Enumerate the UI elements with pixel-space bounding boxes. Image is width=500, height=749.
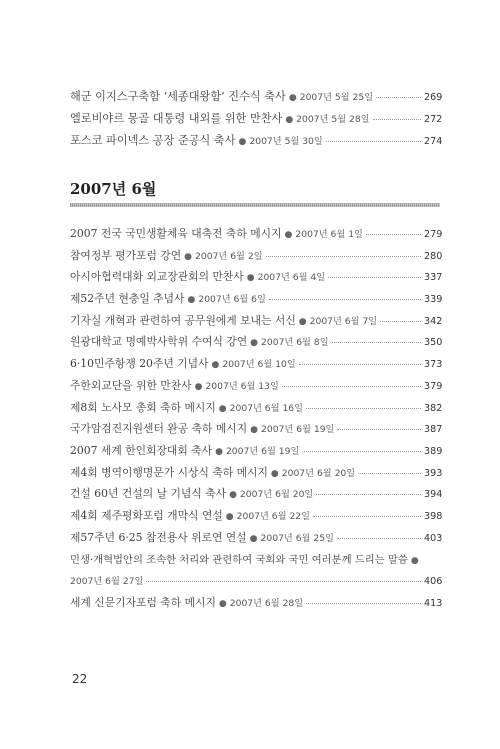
toc-entry[interactable] xyxy=(70,88,443,110)
toc-entry[interactable] xyxy=(70,595,443,617)
dot-leader xyxy=(366,234,421,235)
bullet-icon: ● xyxy=(250,425,259,436)
toc-entry-date: 2007년 6월 4일 xyxy=(257,272,326,284)
toc-entry-date: 2007년 6월 8일 xyxy=(261,337,329,349)
toc-entry-title: 제8회 노사모 총회 축하 메시지 xyxy=(70,400,216,414)
bullet-icon: ● xyxy=(229,490,237,501)
toc-entry-title: 참여정부 평가포럼 강연 xyxy=(70,248,182,262)
toc-list-previous-month xyxy=(70,88,443,154)
toc-entry[interactable] xyxy=(70,334,443,356)
dot-leader xyxy=(302,451,421,452)
bullet-icon: ● xyxy=(288,93,297,103)
toc-entry[interactable] xyxy=(70,530,443,552)
toc-entry[interactable] xyxy=(70,248,443,270)
toc-entry-title: 원광대학교 명예박사학위 수여식 강연 xyxy=(70,335,248,349)
toc-entry-page: 379 xyxy=(424,380,443,392)
dot-leader xyxy=(299,364,421,365)
toc-entry-date: 2007년 6월 1일 xyxy=(295,229,363,240)
section-heading: 2007년 6월 xyxy=(70,180,157,198)
toc-entry-page: 269 xyxy=(424,92,443,103)
toc-list-june xyxy=(70,226,443,616)
toc-entry[interactable] xyxy=(70,226,443,248)
dot-leader xyxy=(269,299,421,300)
toc-entry-page: 280 xyxy=(424,250,443,262)
bullet-icon: ● xyxy=(218,598,227,609)
dot-leader xyxy=(337,429,421,430)
toc-entry-date: 2007년 6월 2일 xyxy=(195,250,263,262)
toc-entry[interactable] xyxy=(70,132,443,154)
toc-entry-title: 주한외교단을 위한 만찬사 xyxy=(70,378,192,392)
toc-entry-page: 403 xyxy=(424,532,443,544)
toc-entry-date: 2007년 5월 28일 xyxy=(296,114,370,125)
toc-entry-date: 2007년 6월 7일 xyxy=(309,315,378,327)
toc-entry-page: 337 xyxy=(424,272,443,284)
toc-entry-date: 2007년 6월 20일 xyxy=(239,489,314,501)
toc-entry-date: 2007년 6월 19일 xyxy=(261,424,335,436)
toc-entry-date: 2007년 6월 20일 xyxy=(281,467,356,479)
toc-entry[interactable] xyxy=(70,465,443,487)
toc-entry[interactable] xyxy=(70,400,443,422)
toc-entry-date: 2007년 6월 13일 xyxy=(205,380,279,392)
toc-entry[interactable] xyxy=(70,573,443,595)
bullet-icon: ● xyxy=(187,295,196,306)
toc-entry[interactable] xyxy=(70,551,440,573)
toc-entry[interactable] xyxy=(70,421,443,443)
dot-leader xyxy=(306,408,421,409)
toc-entry-page: 373 xyxy=(424,359,443,371)
bullet-icon: ● xyxy=(238,137,247,147)
bullet-icon: ● xyxy=(284,230,293,240)
bullet-icon: ● xyxy=(298,316,307,327)
toc-entry-title: 국가암검진지원센터 완공 축하 메시지 xyxy=(70,422,248,436)
toc-entry-date: 2007년 6월 19일 xyxy=(225,445,300,457)
toc-entry-page: 274 xyxy=(424,136,443,147)
toc-entry-page: 382 xyxy=(424,402,443,414)
toc-entry-date: 2007년 5월 30일 xyxy=(249,136,323,147)
bullet-icon: ● xyxy=(211,360,220,371)
bullet-icon: ● xyxy=(285,115,294,125)
toc-entry-title: 기자실 개혁과 관련하여 공무원에게 보내는 서신 xyxy=(70,313,296,327)
dot-leader xyxy=(306,603,421,604)
toc-entry-page: 272 xyxy=(424,114,443,125)
toc-entry-page: 279 xyxy=(424,229,443,240)
toc-entry-title: 엘로비야르 몽골 대통령 내외를 위한 만찬사 xyxy=(70,112,283,125)
toc-entry-date: 2007년 6월 28일 xyxy=(229,597,304,609)
toc-entry[interactable] xyxy=(70,313,443,335)
dot-leader xyxy=(373,119,421,120)
toc-entry[interactable] xyxy=(70,291,443,313)
bullet-icon: ● xyxy=(184,251,193,262)
toc-entry-title: 건설 60년 건설의 날 기념식 축사 xyxy=(70,487,227,501)
toc-entry-page: 406 xyxy=(424,576,443,587)
toc-entry-title: 민생·개혁법안의 조속한 처리와 관련하여 국회와 국민 여러분께 드리는 말씀 xyxy=(70,554,408,567)
dot-leader xyxy=(316,494,421,495)
dot-leader xyxy=(380,321,421,322)
toc-entry[interactable] xyxy=(70,269,443,291)
dot-leader xyxy=(313,516,421,517)
toc-entry[interactable] xyxy=(70,110,443,132)
toc-entry-title: 제57주년 6·25 참전용사 위로연 연설 xyxy=(70,530,247,544)
toc-entry-title: 2007 세계 한인회장대회 축사 xyxy=(70,443,213,457)
dot-leader xyxy=(282,386,421,387)
toc-entry[interactable] xyxy=(70,508,443,530)
toc-entry-title: 아시아협력대화 외교장관회의 만찬사 xyxy=(70,270,244,284)
toc-entry-title: 제4회 병역이행명문가 시상식 축하 메시지 xyxy=(70,465,268,479)
dot-leader xyxy=(146,581,421,582)
toc-entry-date: 2007년 6월 10일 xyxy=(222,359,296,371)
toc-entry-page: 393 xyxy=(424,467,443,479)
toc-entry-page: 398 xyxy=(424,510,443,522)
toc-entry-page: 413 xyxy=(424,597,443,609)
toc-entry[interactable] xyxy=(70,356,443,378)
toc-entry-page: 339 xyxy=(424,294,443,306)
bullet-icon: ● xyxy=(270,468,279,479)
toc-entry-date: 2007년 5월 25일 xyxy=(299,92,374,103)
toc-entry-title: 2007 전국 국민생활체육 대축전 축하 메시지 xyxy=(70,227,282,240)
toc-entry[interactable] xyxy=(70,486,443,508)
section-divider xyxy=(70,203,440,207)
dot-leader xyxy=(266,256,421,257)
toc-entry-title: 포스코 파이넥스 공장 준공식 축사 xyxy=(70,134,236,147)
dot-leader xyxy=(337,538,421,539)
toc-entry-title: 6·10민주항쟁 20주년 기념사 xyxy=(70,357,209,371)
toc-entry-page: 350 xyxy=(424,337,443,349)
bullet-icon: ● xyxy=(246,273,255,284)
toc-entry-title: 해군 이지스구축함 ‘세종대왕함’ 진수식 축사 xyxy=(70,90,286,103)
page-number: 22 xyxy=(72,672,88,686)
toc-entry-page: 342 xyxy=(424,315,443,327)
toc-entry-date: 2007년 6월 25일 xyxy=(260,532,334,544)
toc-entry-date: 2007년 6월 27일 xyxy=(70,576,144,587)
dot-leader xyxy=(358,473,421,474)
toc-entry-title: 제4회 제주평화포럼 개막식 연설 xyxy=(70,508,223,522)
dot-leader xyxy=(332,342,421,343)
toc-entry-page: 389 xyxy=(424,445,443,457)
dot-leader xyxy=(328,277,421,278)
toc-entry-date: 2007년 6월 22일 xyxy=(236,510,311,522)
bullet-icon: ● xyxy=(250,338,259,349)
toc-entry[interactable] xyxy=(70,443,443,465)
bullet-icon: ● xyxy=(194,381,203,392)
toc-entry-page: 387 xyxy=(424,424,443,436)
toc-entry-date: 2007년 6월 6일 xyxy=(198,294,266,306)
bullet-icon: ● xyxy=(215,446,223,457)
dot-leader xyxy=(376,97,421,98)
toc-entry-date: 2007년 6월 16일 xyxy=(229,402,304,414)
bullet-icon: ● xyxy=(218,403,227,414)
bullet-icon: ● xyxy=(225,511,234,522)
dot-leader xyxy=(326,141,421,142)
bullet-icon: ● xyxy=(249,533,258,544)
toc-entry[interactable] xyxy=(70,378,443,400)
toc-entry-title: 세계 신문기자포럼 축하 메시지 xyxy=(70,595,216,609)
toc-entry-title: 제52주년 현충일 추념사 xyxy=(70,292,185,306)
toc-entry-page: 394 xyxy=(424,489,443,501)
bullet-icon: ● xyxy=(410,556,419,567)
